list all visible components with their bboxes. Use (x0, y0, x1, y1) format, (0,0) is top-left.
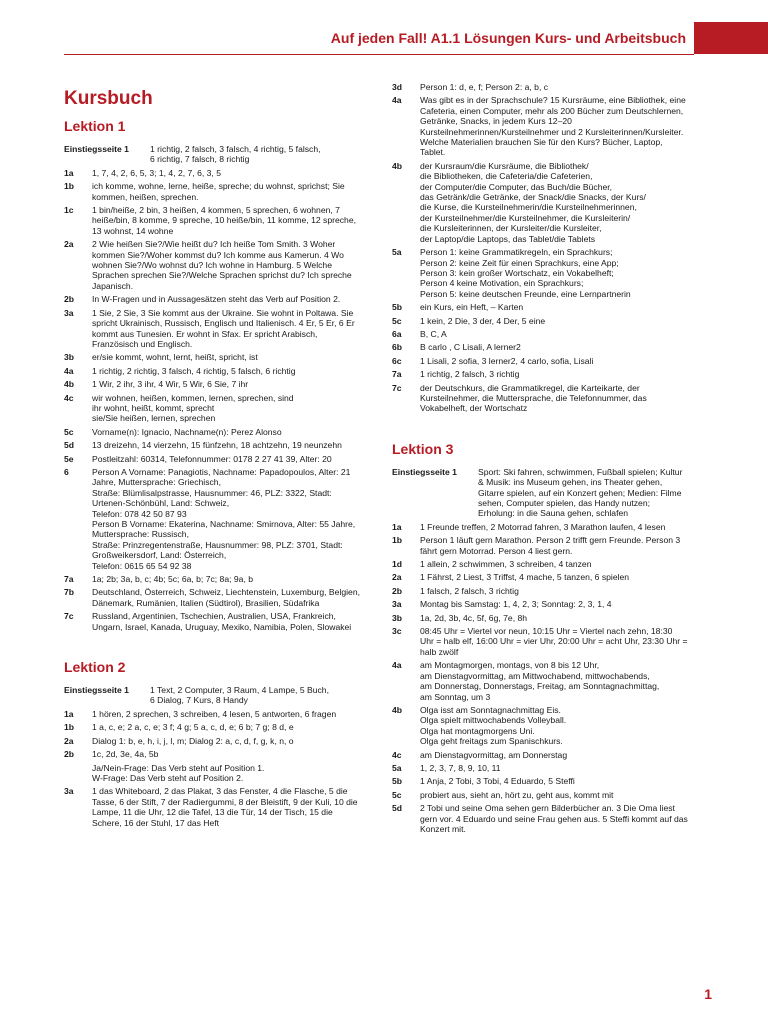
answer-row (64, 467, 360, 571)
answer-row (64, 379, 360, 389)
lesson-title: Lektion 2 (64, 659, 126, 676)
answer-row (392, 559, 688, 569)
answer-text: probiert aus, sieht an, hört zu, geht aus, kommt mit (420, 789, 614, 800)
exercise-label: 7c (64, 611, 74, 622)
answer-row (64, 709, 360, 719)
answer-text: 1 richtig, 2 falsch, 3 richtig (420, 369, 520, 380)
answer-row (392, 613, 688, 623)
answer-row (392, 356, 688, 366)
answer-text: Russland, Argentinien, Tschechien, Australien, USA, Frankreich, Ungarn, Israel, Kanada, Uruguay, Mexiko, Namibia, Polen, Slowakei (92, 611, 352, 632)
answer-text: 1 Sie, 2 Sie, 3 Sie kommt aus der Ukraine. Sie wohnt in Poltawa. Sie spricht Ukrainisch, Russisch, Englisch und Italienisch. 4 Er, 5 Er, 6 Er kommt aus Tunesien. Er wohnt in Sfax. Er spricht Arabisch, Französisch und Englisch. (92, 307, 355, 349)
answer-text: 1 richtig, 2 richtig, 3 falsch, 4 richtig, 5 falsch, 6 richtig (92, 365, 296, 376)
answer-row (392, 247, 688, 299)
answer-row (64, 454, 360, 464)
section-title: Kursbuch (64, 88, 153, 109)
exercise-label: 6a (392, 328, 402, 339)
answer-row (392, 161, 688, 244)
answer-text: 1 bin/heiße, 2 bin, 3 heißen, 4 kommen, 5 sprechen, 6 wohnen, 7 heiße/bin, 8 komme, 9 spreche, 10 heiße/bin, 11 komme, 12 spreche, 13 wohnst, 14 wohne (92, 205, 356, 236)
answer-text: Ja/Nein-Frage: Das Verb steht auf Position 1. W-Frage: Das Verb steht auf Position 2. (92, 762, 265, 783)
answer-row (392, 599, 688, 609)
answer-row (392, 776, 688, 786)
answer-text: Was gibt es in der Sprachschule? 15 Kursräume, eine Bibliothek, eine Cafeteria, einen Computer, mehr als 200 Bücher zum Deutschlernen, Getränke, Snacks, in jedem Kurs 12–20 Kursteilnehmerinnen/Kursteilnehmer und 2 Kursleiterinnen/Kursleiter. Welche Materialien brauchen Sie für den Kurs? Bücher, Laptop, Tablet. (420, 95, 686, 158)
lesson2-answers (64, 685, 360, 828)
exercise-label: 4c (64, 392, 74, 403)
exercise-label: 4a (392, 95, 402, 106)
exercise-label: 3b (64, 352, 75, 363)
answer-text: B carlo , C Lisali, A lerner2 (420, 342, 521, 353)
answer-text: 2 Tobi und seine Oma sehen gern Bilderbücher an. 3 Die Oma liest gern vor. 4 Eduardo und seine Frau gehen aus. 5 Steffi kommt auf das Konzert mit. (420, 803, 688, 834)
exercise-label: 1a (64, 167, 74, 178)
answer-row (64, 239, 360, 291)
answer-row (64, 763, 360, 784)
lesson3-answers (392, 467, 688, 835)
answer-text: 1 Fährst, 2 Liest, 3 Triffst, 4 mache, 5 tanzen, 6 spielen (420, 572, 630, 583)
right-column (392, 82, 688, 837)
answer-text: Person 1: d, e, f; Person 2: a, b, c (420, 82, 549, 92)
exercise-label: 5e (64, 453, 74, 464)
exercise-label: 1c (64, 205, 74, 216)
answer-text: Sport: Ski fahren, schwimmen, Fußball spielen; Kultur & Musik: ins Museum gehen, ins Theater gehen, Gitarre spielen, auf ein Konzert gehen; Medien: Filme sehen, Computer spielen, das Handy nutzen; Erholung: in die Sauna gehen, schlafen (478, 466, 683, 519)
exercise-label: 2b (392, 585, 403, 596)
answer-text: Montag bis Samstag: 1, 4, 2, 3; Sonntag: 2, 3, 1, 4 (420, 599, 612, 610)
answer-row (64, 181, 360, 202)
answer-text: 2 Wie heißen Sie?/Wie heißt du? Ich heiße Tom Smith. 3 Woher kommen Sie?/Woher kommst du? Ich komme aus Kamerun. 4 Wo wohnen Sie?/Wo wohnst du? Ich wohne in Hamburg. 5 Welche Sprachen sprechen Sie?/Welche Sprachen sprichst du? Ich spreche Japanisch. (92, 239, 352, 291)
exercise-label: 3d (392, 82, 403, 92)
answer-row (64, 294, 360, 304)
exercise-label: 1b (64, 722, 75, 733)
spacer (392, 417, 688, 433)
exercise-label: 5d (392, 803, 403, 814)
answer-row (64, 786, 360, 828)
exercise-label: 2b (64, 749, 75, 760)
answer-row (392, 750, 688, 760)
exercise-label: 7a (392, 369, 402, 380)
exercise-label: Einstiegsseite 1 (64, 144, 129, 154)
answer-row (392, 522, 688, 532)
answer-text: 1 Anja, 2 Tobi, 3 Tobi, 4 Eduardo, 5 Steffi (420, 776, 575, 787)
exercise-label: 7c (392, 382, 402, 393)
exercise-label: 5c (64, 426, 74, 437)
answer-row (392, 803, 688, 834)
exercise-label: Einstiegsseite 1 (64, 685, 129, 696)
answer-text: 1 allein, 2 schwimmen, 3 schreiben, 4 tanzen (420, 559, 592, 570)
answer-text: Person 1: keine Grammatikregeln, ein Sprachkurs; Person 2: keine Zeit für einen Sprachkurs, eine App; Person 3: kein großer Wortschatz, ein Vokabelheft; Person 4 keine Motivation, ein Sprachkurs; Person 5: keine deutschen Freunde, eine Lernpartnerin (420, 247, 631, 299)
answer-text: 1 falsch, 2 falsch, 3 richtig (420, 585, 519, 596)
answer-text: 1, 2, 3, 7, 8, 9, 10, 11 (420, 762, 501, 773)
answer-row (392, 626, 688, 657)
answer-text: 1, 7, 4, 2, 6, 5, 3; 1, 4, 2, 7, 6, 3, 5 (92, 167, 221, 178)
exercise-label: 5a (392, 247, 402, 258)
exercise-label: 2a (64, 239, 74, 250)
answer-row (64, 168, 360, 178)
exercise-label: Einstiegsseite 1 (392, 466, 457, 477)
answer-text: Vorname(n): Ignacio, Nachname(n): Perez Alonso (92, 426, 282, 437)
answer-row (392, 790, 688, 800)
answer-row (64, 749, 360, 759)
exercise-label: 3a (64, 786, 74, 797)
answer-row (392, 660, 688, 702)
answer-text: 1 a, c, e; 2 a, c, e; 3 f; 4 g; 5 a, c, d, e; 6 b; 7 g; 8 d, e (92, 722, 294, 733)
header-title: Auf jeden Fall! A1.1 Lösungen Kurs- und Arbeitsbuch (330, 30, 686, 46)
exercise-label: 5c (392, 789, 402, 800)
answer-text: Postleitzahl: 60314, Telefonnummer: 0178 2 27 41 39, Alter: 20 (92, 453, 332, 464)
answer-row (392, 95, 688, 157)
answer-text: 1 Text, 2 Computer, 3 Raum, 4 Lampe, 5 Buch, 6 Dialog, 7 Kurs, 8 Handy (150, 685, 329, 706)
answer-text: Person A Vorname: Panagiotis, Nachname: Papadopoulos, Alter: 21 Jahre, Muttersprache: Griechisch, Straße: Blümlisalpstrasse, Hausnummer: 46, PLZ: 3322, Stadt: Urtenen-Schönbühl, Land: Schweiz, Telefon: 078 42 50 87 93 Person B Vorname: Ekaterina, Nachname: Smirnova, Alter: 55 Jahre, Muttersprache: Russisch, Straße: Prinzregentenstraße, Hausnummer: 98, PLZ: 3701, Stadt: Großweikersdorf, Land: Österreich, Telefon: 0615 65 54 92 38 (92, 466, 356, 571)
answer-row (392, 763, 688, 773)
answer-row (64, 366, 360, 376)
exercise-label: 2a (392, 572, 402, 583)
exercise-label: 6b (392, 342, 403, 353)
answer-text: ein Kurs, ein Heft, – Karten (420, 302, 524, 313)
answer-row (64, 352, 360, 362)
answer-text: am Dienstagvormittag, am Donnerstag (420, 749, 568, 760)
answer-row (392, 705, 688, 747)
exercise-label: 7a (64, 574, 74, 585)
exercise-label: 4b (392, 704, 403, 715)
exercise-label: 4c (392, 749, 402, 760)
answer-row (64, 144, 360, 165)
exercise-label: 5d (64, 440, 75, 451)
answer-text: 1c, 2d, 3e, 4a, 5b (92, 749, 159, 760)
answer-row (64, 440, 360, 450)
exercise-label: 3a (64, 307, 74, 318)
answer-text: Person 1 läuft gern Marathon. Person 2 trifft gern Freunde. Person 3 fährt gern Motorrad. Person 4 liest gern. (420, 535, 681, 556)
exercise-label: 1b (64, 181, 75, 192)
answer-text: 1 Wir, 2 ihr, 3 ihr, 4 Wir, 5 Wir, 6 Sie, 7 ihr (92, 379, 249, 390)
exercise-label: 4b (64, 379, 75, 390)
answer-text: ich komme, wohne, lerne, heiße, spreche; du wohnst, sprichst; Sie kommen, heißen, sprechen. (92, 181, 345, 202)
answer-row (64, 685, 360, 706)
exercise-label: 5b (392, 776, 403, 787)
answer-row (392, 329, 688, 339)
exercise-label: 4a (64, 365, 74, 376)
answer-text: Deutschland, Österreich, Schweiz, Liechtenstein, Luxemburg, Belgien, Dänemark, Rumänien, Italien (Südtirol), Brasilien, Südafrika (92, 587, 360, 608)
answer-text: 1a; 2b; 3a, b, c; 4b; 5c; 6a, b; 7c; 8a; 9a, b (92, 574, 254, 585)
answer-row (64, 427, 360, 437)
left-column (64, 82, 360, 831)
exercise-label: 5a (392, 762, 402, 773)
exercise-label: 1d (392, 559, 403, 570)
answer-text: der Kursraum/die Kursräume, die Bibliothek/ die Bibliotheken, die Cafeteria/die Cafeterien, der Computer/die Computer, das Buch/die Bücher, das Getränk/die Getränke, der Snack/die Snacks, der Kurs/ die Kurse, die Kursteilnehmerin/die Kursteilnehmerinnen, der Kursteilnehmer/die Kursteilnehmer, die Kursleiterin/ die Kursleiterinnen, der Kursleiter/die Kursleiter, der Laptop/die Laptops, das Tablet/die Tablets (420, 160, 646, 244)
header-divider (64, 54, 694, 55)
lesson-title: Lektion 1 (64, 118, 126, 134)
answer-text: Dialog 1: b, e, h, i, j, l, m; Dialog 2: a, c, d, f, g, k, n, o (92, 735, 294, 746)
answer-row (392, 383, 688, 414)
answer-row (64, 736, 360, 746)
answer-text: der Deutschkurs, die Grammatikregel, die Karteikarte, der Kursteilnehmer, die Muttersprache, die Telefonnummer, das Vokabelheft, der Wortschatz (420, 382, 647, 414)
answer-text: 1 Lisali, 2 sofia, 3 lerner2, 4 carlo, sofia, Lisali (420, 355, 594, 366)
exercise-label: 6c (392, 355, 402, 366)
exercise-label: 4b (392, 160, 403, 171)
answer-text: Olga isst am Sonntagnachmittag Eis. Olga spielt mittwochabends Volleyball. Olga hat montagmorgens Uni. Olga geht freitags zum Spanischkurs. (420, 704, 567, 747)
spacer (64, 635, 360, 651)
answer-row (392, 586, 688, 596)
answer-text: er/sie kommt, wohnt, lernt, heißt, spricht, ist (92, 352, 258, 363)
answer-row (392, 316, 688, 326)
answer-row (392, 467, 688, 519)
lesson-title: Lektion 3 (392, 440, 454, 457)
exercise-label: 3c (392, 626, 402, 637)
answer-row (64, 574, 360, 584)
exercise-label: 5b (392, 302, 403, 313)
answer-row (392, 302, 688, 312)
exercise-label: 4a (392, 660, 402, 671)
answer-row (392, 342, 688, 352)
answer-row (64, 611, 360, 632)
answer-text: B, C, A (420, 328, 447, 339)
exercise-label (64, 763, 92, 784)
exercise-label: 5c (392, 315, 402, 326)
answer-text: 1 Freunde treffen, 2 Motorrad fahren, 3 Marathon laufen, 4 lesen (420, 521, 666, 532)
exercise-label: 3a (392, 599, 402, 610)
page-number: 1 (704, 986, 712, 1002)
exercise-label: 2a (64, 735, 74, 746)
answer-text: 08:45 Uhr = Viertel vor neun, 10:15 Uhr = Viertel nach zehn, 18:30 Uhr = halb elf, 16:00 Uhr = vier Uhr, 20:00 Uhr = acht Uhr, 23:30 Uhr = halb zwölf (420, 626, 688, 657)
answer-text: am Montagmorgen, montags, von 8 bis 12 Uhr, am Dienstagvormittag, am Mittwochabend, mittwochabends, am Donnerstag, Donnerstags, Freitag, am Sonntagnachmittag, am Sonntag, um 3 (420, 660, 660, 702)
answer-text: 1 kein, 2 Die, 3 der, 4 Der, 5 eine (420, 315, 546, 326)
answer-row (64, 205, 360, 236)
exercise-label: 6 (64, 466, 69, 477)
answer-row (64, 722, 360, 732)
answer-row (392, 535, 688, 556)
exercise-label: 1a (392, 521, 402, 532)
answer-row (392, 369, 688, 379)
answer-row (392, 572, 688, 582)
exercise-label: 2b (64, 294, 75, 305)
exercise-label: 3b (392, 612, 403, 623)
answer-row (64, 393, 360, 424)
header-tab (694, 22, 768, 54)
answer-text: 13 dreizehn, 14 vierzehn, 15 fünfzehn, 18 achtzehn, 19 neunzehn (92, 440, 342, 451)
exercise-label: 1a (64, 708, 74, 719)
lesson1-answers (64, 144, 360, 632)
exercise-label: 7b (64, 587, 75, 598)
answer-row (64, 308, 360, 350)
answer-text: 1a, 2d, 3b, 4c, 5f, 6g, 7e, 8h (420, 612, 528, 623)
answer-text: 1 hören, 2 sprechen, 3 schreiben, 4 lesen, 5 antworten, 6 fragen (92, 708, 337, 719)
lesson2-answers-continued (392, 82, 688, 414)
answer-text: wir wohnen, heißen, kommen, lernen, sprechen, sind ihr wohnt, heißt, kommt, sprecht sie/Sie heißen, lernen, sprechen (92, 392, 294, 424)
answer-row (392, 82, 688, 92)
answer-text: 1 das Whiteboard, 2 das Plakat, 3 das Fenster, 4 die Flasche, 5 die Tasse, 6 der Stift, 7 der Radiergummi, 8 der Bleistift, 9 der Kuli, 10 die Lampe, 11 die Uhr, 12 die Tafel, 13 die Tür, 14 der Tisch, 15 die Schere, 16 der Stuhl, 17 das Heft (92, 786, 358, 828)
answer-row (64, 587, 360, 608)
answer-text: 1 richtig, 2 falsch, 3 falsch, 4 richtig, 5 falsch, 6 richtig, 7 falsch, 8 richtig (150, 144, 321, 165)
exercise-label: 1b (392, 535, 403, 546)
answer-text: In W-Fragen und in Aussagesätzen steht das Verb auf Position 2. (92, 294, 341, 305)
